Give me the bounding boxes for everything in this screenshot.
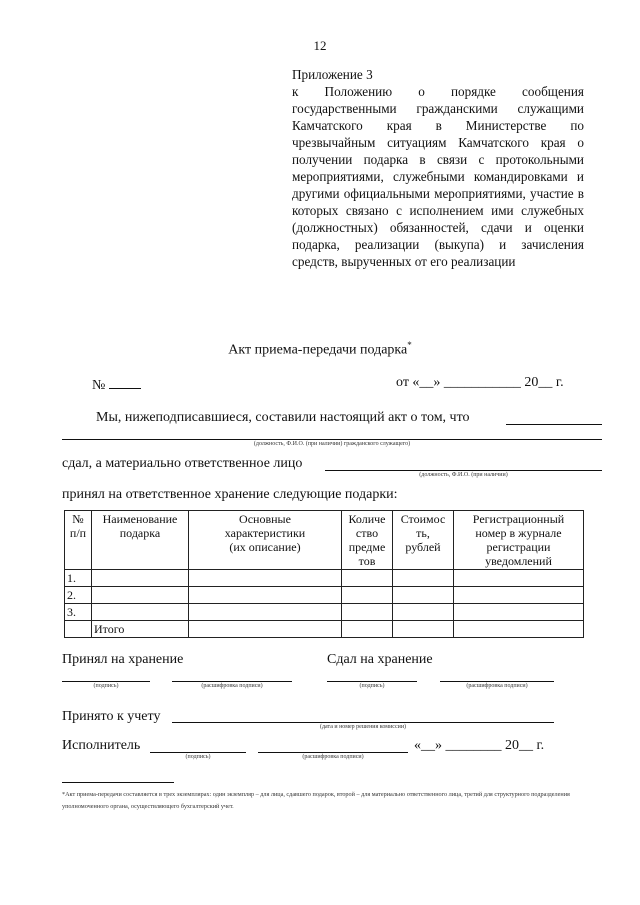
table-header-row <box>65 511 584 570</box>
appendix-text: к Положению о порядке сообщения государственными гражданскими служащими Камчатского края в Министерстве по чрезвычайным ситуациям Камчатского края о получении подарка в связи с протокольными мероприятиями, служебными командировками и другими официальными мероприятиями, участие в которых связано с исполнением ими служебных (должностных) обязанностей, сдачи и оценки подарка, реализации (выкупа) и зачисления средств, вырученных от его реализации <box>292 84 584 269</box>
footnote-separator <box>62 782 174 783</box>
caption-employee: (должность, Ф.И.О. (при наличии) гражданского служащего) <box>253 441 411 447</box>
act-title-text: Акт приема-передачи подарка <box>228 342 408 358</box>
executor-decode-caption: (расшифровка подписи) <box>302 754 364 760</box>
handed-storage-label: Сдал на хранение <box>327 652 433 667</box>
appendix-title: Приложение 3 <box>292 67 373 82</box>
act-title-mark: * <box>407 340 412 350</box>
accounted-line[interactable] <box>172 722 554 723</box>
footnote: *Акт приема-передачи составляется в трех экземплярах: один экземпляр – для лица, сдавшего подарок, второй – для материально ответственного лица, третий для структурного подразделения уполномоченного органа, осуществляющего бухгалтерский учет. <box>62 791 570 810</box>
act-title <box>0 340 640 359</box>
table-row <box>65 604 584 621</box>
handed-text: сдал, а материально ответственное лицо <box>62 456 303 471</box>
handed-signature-caption: (подпись) <box>359 683 385 689</box>
accepted-decode-line[interactable] <box>172 681 292 682</box>
total-label: Итого <box>92 621 189 638</box>
gifts-table <box>64 510 584 638</box>
handed-decode-caption: (расшифровка подписи) <box>466 683 528 689</box>
row-number: 3. <box>65 604 92 621</box>
act-number-blank[interactable] <box>109 375 141 389</box>
accepted-decode-caption: (расшифровка подписи) <box>201 683 263 689</box>
header-cell: № п/п <box>65 511 92 570</box>
table-row <box>65 587 584 604</box>
executor-signature-line[interactable] <box>150 752 246 753</box>
accepted-signature-line[interactable] <box>62 681 150 682</box>
accepted-storage-label: Принял на хранение <box>62 652 184 667</box>
act-number <box>92 375 141 394</box>
header-cell: Наименование подарка <box>92 511 189 570</box>
act-date: от «__» ___________ 20__ г. <box>396 375 564 390</box>
accepted-text: принял на ответственное хранение следующие подарки: <box>62 487 398 502</box>
row-number: 1. <box>65 570 92 587</box>
executor-signature-caption: (подпись) <box>185 754 211 760</box>
appendix-block <box>292 66 584 270</box>
page-number: 12 <box>313 38 327 53</box>
header-cell: Регистрационный номер в журнале регистрации уведомлений <box>454 511 584 570</box>
handed-decode-line[interactable] <box>440 681 554 682</box>
accounted-caption: (дата и номер решения комиссии) <box>319 724 407 730</box>
header-cell: Количе ство предме тов <box>342 511 393 570</box>
accepted-signature-caption: (подпись) <box>93 683 119 689</box>
intro-blank[interactable] <box>506 424 602 425</box>
handed-signature-line[interactable] <box>327 681 417 682</box>
header-cell: Стоимос ть, рублей <box>393 511 454 570</box>
executor-decode-line[interactable] <box>258 752 408 753</box>
responsible-line[interactable] <box>325 470 602 471</box>
executor-date: «__» ________ 20__ г. <box>414 738 545 753</box>
header-cell: Основные характеристики (их описание) <box>189 511 342 570</box>
table-total-row <box>65 621 584 638</box>
row-number: 2. <box>65 587 92 604</box>
executor-label: Исполнитель <box>62 738 141 753</box>
employee-line[interactable] <box>62 439 602 440</box>
act-number-label: № <box>92 378 106 393</box>
paragraph-intro: Мы, нижеподписавшиеся, составили настоящий акт о том, что <box>96 410 470 425</box>
caption-responsible: (должность, Ф.И.О. (при наличии) <box>419 472 508 478</box>
table-row <box>65 570 584 587</box>
accounted-label: Принято к учету <box>62 709 161 724</box>
